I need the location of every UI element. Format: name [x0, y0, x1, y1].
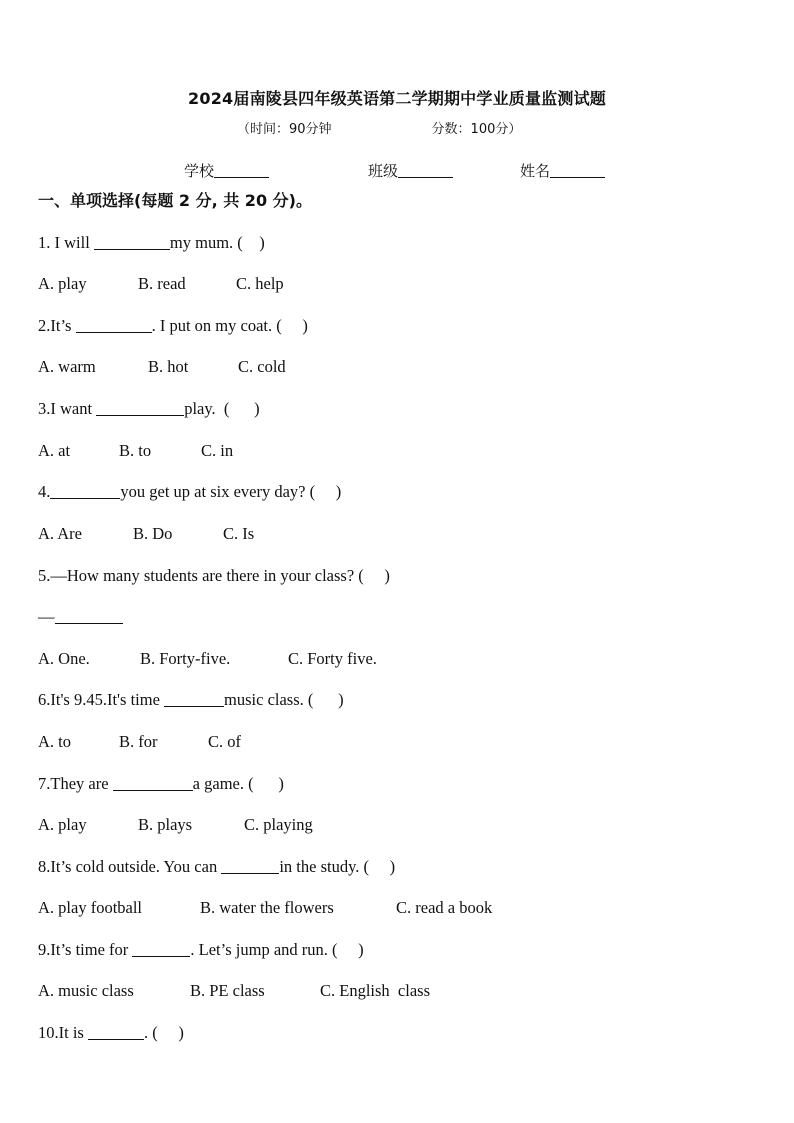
option-b[interactable]: B. PE class [190, 981, 265, 1000]
option-b[interactable]: B. Forty-five. [140, 649, 231, 668]
class-field[interactable] [368, 160, 453, 181]
section-heading: 一、单项选择(每题 2 分, 共 20 分)。 [38, 191, 312, 210]
option-a[interactable]: A. music class [38, 981, 134, 1000]
options-1 [38, 274, 284, 294]
option-a[interactable]: A. play [38, 815, 87, 834]
answer-blank[interactable] [132, 942, 190, 957]
option-b[interactable]: B. hot [148, 357, 189, 376]
option-b[interactable]: B. read [138, 274, 186, 293]
option-a[interactable]: A. Are [38, 524, 82, 543]
school-field[interactable] [184, 160, 269, 181]
answer-blank[interactable] [96, 401, 184, 416]
name-field[interactable] [520, 160, 605, 181]
option-b[interactable]: B. to [119, 441, 152, 460]
question-5: 5.—How many students are there in your class? ( ) [38, 566, 390, 585]
option-b[interactable]: B. plays [138, 815, 193, 834]
answer-line-5: — [38, 607, 123, 627]
option-c[interactable]: C. of [208, 732, 241, 751]
answer-blank[interactable] [55, 609, 123, 624]
options-7 [38, 815, 313, 835]
option-a[interactable]: A. warm [38, 357, 96, 376]
option-b[interactable]: B. Do [133, 524, 173, 543]
answer-blank[interactable] [76, 318, 152, 333]
option-c[interactable]: C. cold [238, 357, 286, 376]
option-c[interactable]: C. in [201, 441, 234, 460]
option-b[interactable]: B. for [119, 732, 158, 751]
answer-blank[interactable] [164, 692, 224, 707]
school-blank[interactable] [214, 163, 269, 178]
time-label: （时间：90分钟 [237, 122, 332, 137]
name-blank[interactable] [550, 163, 605, 178]
answer-blank[interactable] [113, 776, 193, 791]
option-c[interactable]: C. English class [320, 981, 430, 1000]
option-c[interactable]: C. read a book [396, 898, 493, 917]
option-a[interactable]: A. One. [38, 649, 90, 668]
class-blank[interactable] [398, 163, 453, 178]
options-5 [38, 649, 377, 669]
question-1: 1. I will my mum. ( ) [38, 233, 265, 252]
option-c[interactable]: C. help [236, 274, 284, 293]
options-3 [38, 441, 233, 461]
options-8 [38, 898, 492, 918]
options-6 [38, 732, 241, 752]
school-label: 学校 [184, 162, 215, 180]
question-7: 7.They are a game. ( ) [38, 774, 284, 793]
option-c[interactable]: C. playing [244, 815, 313, 834]
option-a[interactable]: A. play football [38, 898, 143, 917]
answer-blank[interactable] [50, 484, 120, 499]
class-label: 班级 [368, 162, 399, 180]
question-2: 2.It’s . I put on my coat. ( ) [38, 316, 308, 335]
answer-blank[interactable] [88, 1025, 144, 1040]
question-10: 10.It is . ( ) [38, 1023, 184, 1042]
question-4: 4. you get up at six every day? ( ) [38, 482, 342, 501]
subtitle [237, 118, 521, 137]
answer-blank[interactable] [94, 235, 170, 250]
options-4 [38, 524, 254, 544]
question-6: 6.It's 9.45.It's time music class. ( ) [38, 690, 344, 709]
name-label: 姓名 [520, 162, 551, 180]
question-9: 9.It’s time for . Let’s jump and run. ( ) [38, 940, 364, 959]
option-c[interactable]: C. Forty five. [288, 649, 377, 668]
question-3: 3.I want play. ( ) [38, 399, 260, 418]
option-a[interactable]: A. at [38, 441, 71, 460]
option-a[interactable]: A. to [38, 732, 71, 751]
options-2 [38, 357, 286, 377]
question-8: 8.It’s cold outside. You can in the study. ( ) [38, 857, 396, 876]
page-title: 2024届南陵县四年级英语第二学期期中学业质量监测试题 [188, 89, 606, 108]
options-9 [38, 981, 430, 1001]
option-c[interactable]: C. Is [223, 524, 255, 543]
option-a[interactable]: A. play [38, 274, 87, 293]
score-label: 分数：100分） [431, 122, 522, 137]
answer-blank[interactable] [221, 859, 279, 874]
option-b[interactable]: B. water the flowers [200, 898, 334, 917]
